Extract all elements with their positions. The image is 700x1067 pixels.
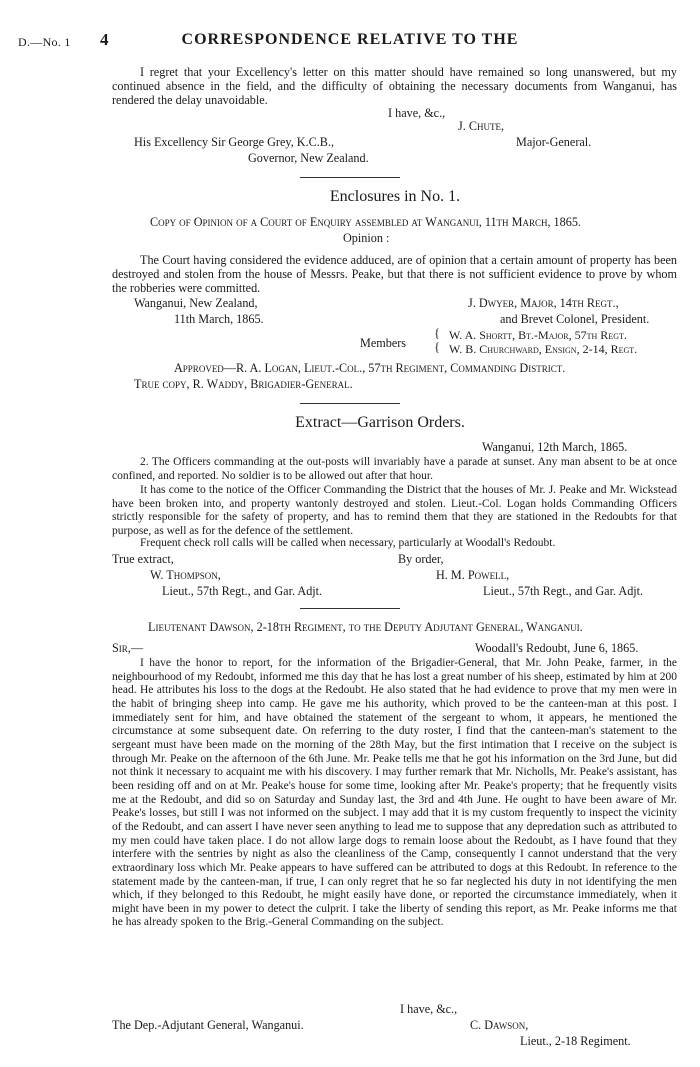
approved-line: Approved—R. A. Logan, Lieut.-Col., 57th Regiment, Commanding District. bbox=[174, 361, 566, 375]
court-president-title: and Brevet Colonel, President. bbox=[500, 312, 650, 326]
copy-of-opinion-line: Copy of Opinion of a Court of Enquiry assembled at Wanganui, 11th March, 1865. bbox=[150, 215, 581, 229]
section-divider bbox=[300, 608, 400, 609]
garrison-date: Wanganui, 12th March, 1865. bbox=[482, 440, 628, 454]
true-copy-line: True copy, R. Waddy, Brigadier-General. bbox=[134, 377, 353, 391]
garrison-orders-title: Extract—Garrison Orders. bbox=[295, 414, 465, 431]
court-place: Wanganui, New Zealand, bbox=[134, 296, 258, 310]
garrison-rank-right: Lieut., 57th Regt., and Gar. Adjt. bbox=[483, 584, 644, 598]
section-divider bbox=[300, 403, 400, 404]
garrison-para-1: 2. The Officers commanding at the out-posts will invariably have a parade at sunset. Any man absent to be at once confined, and reported. No soldier is to be allowed out after that hour. bbox=[112, 456, 677, 482]
member-1: W. A. Shortt, Bt.-Major, 57th Regt. bbox=[449, 328, 627, 342]
member-2: W. B. Churchward, Ensign, 2-14, Regt. bbox=[449, 342, 638, 356]
garrison-para-3: Frequent check roll calls will be called when necessary, particularly at Woodall's Redoubt. bbox=[140, 537, 556, 549]
document-reference: D.—No. 1 bbox=[18, 35, 71, 49]
letter-salutation: Sir,— bbox=[112, 641, 144, 655]
opening-signature: J. Chute, bbox=[458, 119, 505, 133]
court-date: 11th March, 1865. bbox=[174, 312, 264, 326]
by-order: By order, bbox=[398, 552, 444, 566]
opinion-label: Opinion : bbox=[343, 231, 390, 245]
letter-location-date: Woodall's Redoubt, June 6, 1865. bbox=[475, 641, 639, 655]
members-brace: { { bbox=[434, 326, 440, 354]
garrison-rank-left: Lieut., 57th Regt., and Gar. Adjt. bbox=[162, 584, 323, 598]
enclosures-title: Enclosures in No. 1. bbox=[329, 188, 461, 205]
addressee-line-1: His Excellency Sir George Grey, K.C.B., bbox=[134, 135, 335, 149]
letter-body: I have the honor to report, for the information of the Brigadier-General, that Mr. John Peake, farmer, in the neighbourhood of my Redoubt, informed me this day that he has lost a great number of his sheep, estimated by him at 200 head. He attributes his loss to the dogs at the Redoubt. He also stated that he had evidence to prove that my men were in the habit of bringing sheep into camp. He gave me his authority, which proved to be the canteen-man at this post. I immediately sent for him, and have obtained the statement of the sergeant to whom, it appears, he mentioned the circumstance at some subsequent date. On referring to the duty roster, I find that the canteen-man's statement to the sergeant must have been made on the morning of the 28th May, but the first intimation that I receive on the subject is through Mr. Peake on the afternoon of the 6th June. Mr. Peake tells me that he got his information on the 3rd June, but did not think it necessary to acquaint me with his discovery. I may further remark that Mr. Nicholls, Mr. Peake's assistant, has been residing off and on at Mr. Peake's house for some time, looking after Mr. Peake's property; that he frequently visits me at the Redoubt, and did so on Saturday and Sunday last, the 3rd and 4th June. He ought to have been aware of Mr. Peake's losses, but still I was not informed on the subject. I may add that it is my custom frequently to inspect the vicinity of the Redoubt, and can assert I have never seen anything to lead me to suppose that any depredation such as attributed to my men could have taken place. I do not allow large dogs to remain loose about the Redoubt, as I have found that they interfere with the sentries by night as also the cleanliness of the Camp, consequently I cannot understand that the very extraordinary loss which Mr. Peake appears to have suffered can be attributed to dogs at this Redoubt. In reference to the statement made by the canteen-man, if true, I can only regret that he so far neglected his duty in not identifying the men which, if they belonged to this Redoubt, he might easily have done, or reported the circumstance immediately, when it might have been in my power to detect the culprit. I take the liberty of sending this report, as Mr. Peake informs me that he has already spoken to the Brig.-General Commanding on the subject. bbox=[112, 657, 677, 929]
garrison-para-2: It has come to the notice of the Officer Commanding the District that the houses of Mr. J. Peake and Mr. Wickstead have been broken into, and property wantonly destroyed and stolen. Lieut.-Col. Logan holds Commanding Officers strictly responsible for the safety of property, and has to remind them that they are stationed in the Redoubts for that purpose, as well as for the defence of the settlement. bbox=[112, 484, 677, 537]
opening-rank: Major-General. bbox=[516, 135, 592, 149]
garrison-signature-right: H. M. Powell, bbox=[436, 568, 510, 582]
opinion-text: The Court having considered the evidence adduced, are of opinion that a certain amount of property has been destroyed and stolen from the house of Messrs. Peake, but that there is not sufficient evidence to prove by whom the robberies were committed. bbox=[112, 253, 677, 295]
true-extract: True extract, bbox=[112, 552, 174, 566]
letter-rank: Lieut., 2-18 Regiment. bbox=[520, 1034, 631, 1048]
letter-heading: Lieutenant Dawson, 2-18th Regiment, to the Deputy Adjutant General, Wanganui. bbox=[148, 620, 583, 634]
opening-paragraph: I regret that your Excellency's letter on this matter should have remained so long unanswered, but my continued absence in the field, and the difficulty of obtaining the necessary documents from Wanganui, has rendered the delay unavoidable. bbox=[112, 65, 677, 107]
page-number: 4 bbox=[100, 30, 109, 49]
letter-signature: C. Dawson, bbox=[470, 1018, 529, 1032]
letter-recipient: The Dep.-Adjutant General, Wanganui. bbox=[112, 1018, 304, 1032]
letter-closing: I have, &c., bbox=[400, 1002, 458, 1016]
court-president: J. Dwyer, Major, 14th Regt., bbox=[468, 296, 619, 310]
running-title: CORRESPONDENCE RELATIVE TO THE bbox=[181, 31, 519, 48]
members-label: Members bbox=[360, 336, 407, 350]
addressee-line-2: Governor, New Zealand. bbox=[248, 151, 369, 165]
opening-closing: I have, &c., bbox=[388, 106, 446, 120]
garrison-signature-left: W. Thompson, bbox=[150, 568, 221, 582]
section-divider bbox=[300, 177, 400, 178]
